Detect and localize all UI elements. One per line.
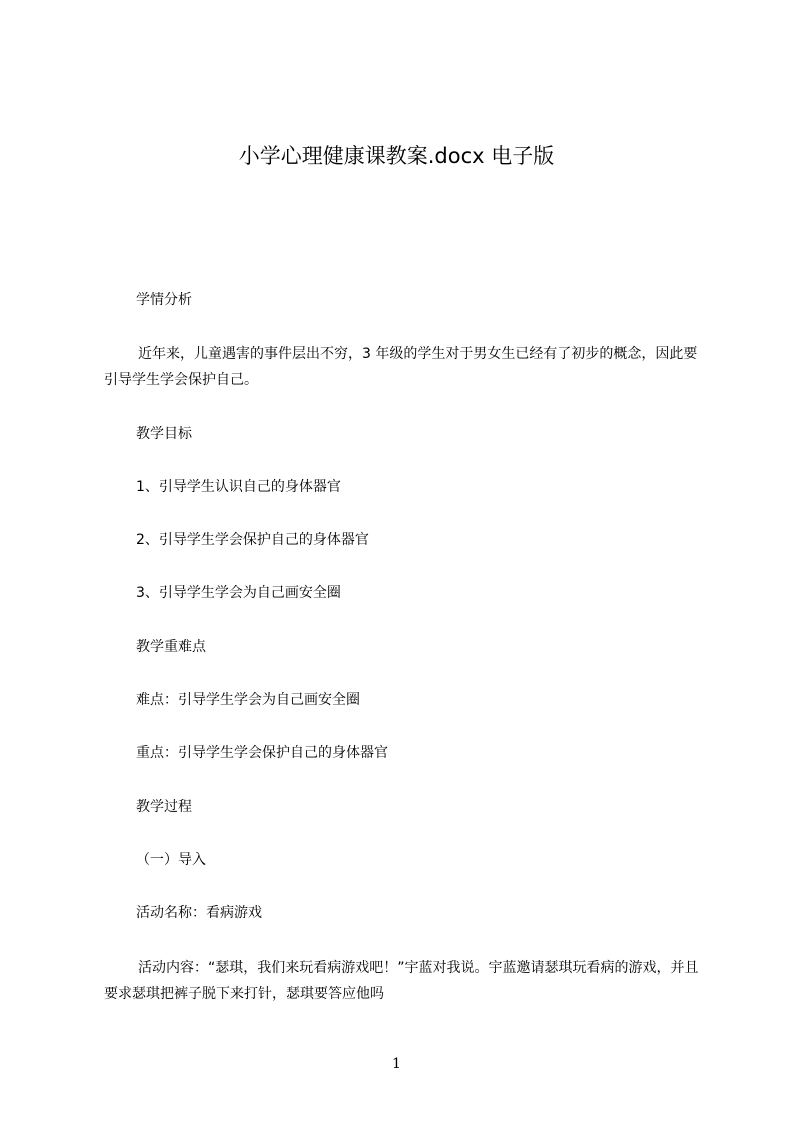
activity-name: 活动名称：看病游戏: [136, 905, 262, 921]
activity-content: 活动内容：“瑟琪，我们来玩看病游戏吧！”宇蓝对我说。宇蓝邀请瑟琪玩看病的游戏，并且要求瑟琪把裤子脱下来打针，瑟琪要答应他吗: [104, 960, 699, 1002]
heading-goals: 教学目标: [136, 426, 192, 442]
goal-item-3: 3、引导学生学会为自己画安全圈: [136, 585, 341, 601]
key-point-text: 重点：引导学生学会保护自己的身体器官: [136, 745, 388, 761]
heading-analysis: 学情分析: [136, 292, 192, 308]
step-heading-intro: （一）导入: [136, 852, 206, 868]
goal-item-2: 2、引导学生学会保护自己的身体器官: [136, 532, 369, 548]
paragraph-analysis: 近年来，儿童遇害的事件层出不穷，3 年级的学生对于男女生已经有了初步的概念，因此要引导学生学会保护自己。: [104, 346, 698, 388]
heading-key-points: 教学重难点: [136, 639, 206, 655]
difficulty-text: 难点：引导学生学会为自己画安全圈: [136, 692, 360, 708]
goal-item-1: 1、引导学生认识自己的身体器官: [136, 479, 341, 495]
document-title: 小学心理健康课教案.docx 电子版: [238, 144, 555, 168]
heading-process: 教学过程: [136, 799, 192, 815]
page-number: 1: [392, 1056, 401, 1072]
